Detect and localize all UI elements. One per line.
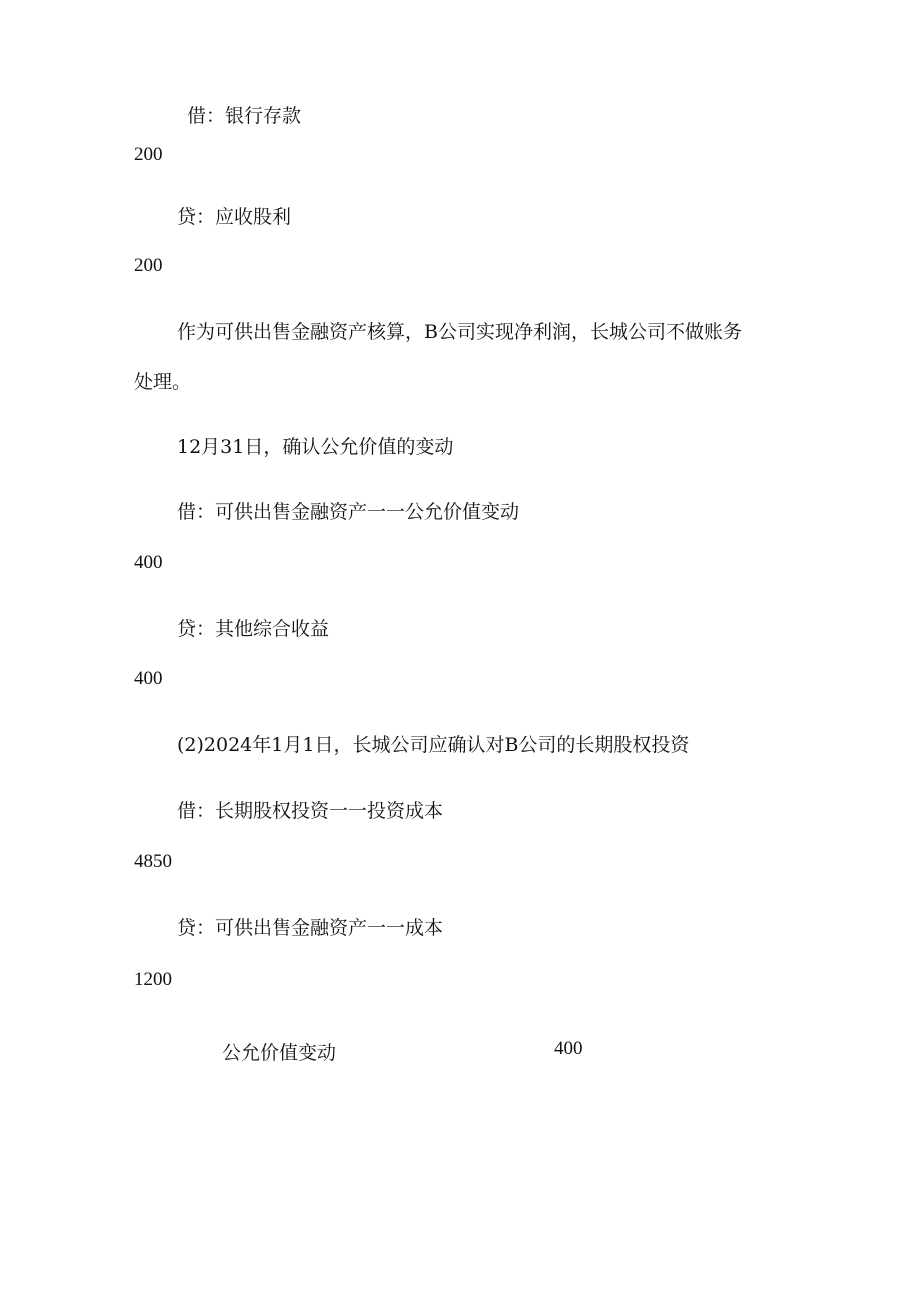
amount-200-a: 200 xyxy=(134,144,163,165)
entry-debit-lt-equity-investment: 借：长期股权投资一一投资成本 xyxy=(177,800,444,822)
paragraph-line-2: 处理。 xyxy=(134,371,192,393)
entry-debit-bank-deposit: 借：银行存款 xyxy=(187,105,302,127)
amount-200-b: 200 xyxy=(134,255,163,276)
amount-4850: 4850 xyxy=(134,851,172,872)
paragraph-line-1: 作为可供出售金融资产核算，B公司实现净利润，长城公司不做账务 xyxy=(177,321,742,343)
amount-400-c: 400 xyxy=(554,1038,583,1059)
date-heading: 12月31日，确认公允价值的变动 xyxy=(177,436,454,458)
amount-400-a: 400 xyxy=(134,552,163,573)
amount-1200: 1200 xyxy=(134,969,172,990)
entry-credit-afs-cost: 贷：可供出售金融资产一一成本 xyxy=(177,917,444,939)
amount-400-b: 400 xyxy=(134,668,163,689)
entry-debit-fair-value-change: 借：可供出售金融资产一一公允价值变动 xyxy=(177,501,520,523)
section-heading-2: (2)2024年1月1日，长城公司应确认对B公司的长期股权投资 xyxy=(177,734,690,756)
entry-credit-dividends-receivable: 贷：应收股利 xyxy=(177,206,292,228)
entry-credit-oci: 贷：其他综合收益 xyxy=(177,618,330,640)
entry-fair-value-change: 公允价值变动 xyxy=(222,1042,337,1064)
